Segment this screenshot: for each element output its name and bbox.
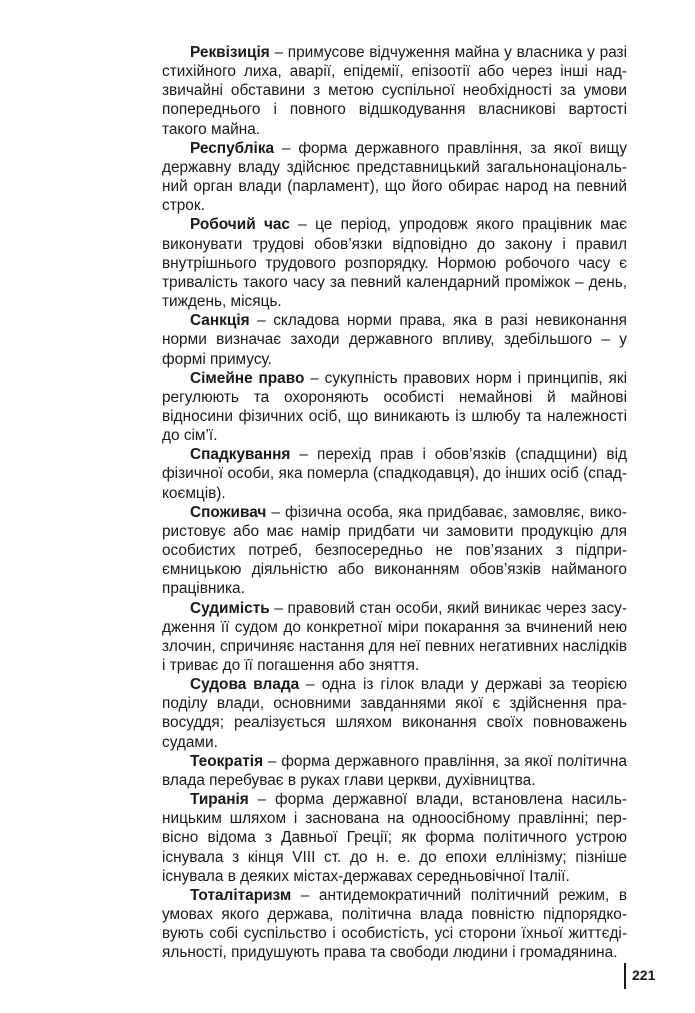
page-number: 221 — [632, 967, 656, 983]
glossary-entry — [162, 369, 627, 446]
glossary-entry — [162, 790, 627, 886]
entry-definition: – сукупність правових норм і принципів, які регулюють та охороняють особисті немайнові й майнові відносини фізичних осіб, що виникають із шлюбу та належності до сім’ї. — [162, 369, 627, 445]
glossary-entry — [162, 675, 627, 752]
entry-term: Робочий час — [190, 216, 290, 234]
glossary-entry — [162, 215, 627, 311]
entry-term: Тиранія — [190, 791, 249, 809]
entry-definition: – форма державного правління, за якої політична влада перебуває в руках глави церкви, духівництва. — [162, 752, 627, 789]
entry-definition: – одна із гілок влади у державі за теорією поділу влади, основними завданнями якої є здійснення правосуддя; реалізується шляхом виконання своїх повноважень судами. — [162, 676, 627, 751]
glossary-entry — [162, 886, 627, 963]
glossary-entry — [162, 139, 627, 216]
entry-definition: – правовий стан особи, який виникає через засудження її судом до конкретної міри покарання за вчинений нею злочин, спричиняє настання для неї певних негативних наслідків і триває до її погашення або зняття. — [162, 599, 627, 674]
glossary-entry — [162, 752, 627, 790]
glossary-entry — [162, 445, 627, 502]
entry-term: Сімейне право — [190, 369, 305, 387]
entry-definition: – антидемократичний політичний режим, в умовах якого держава, політична влада повністю підпорядковують собі суспільство і особистість, усі сторони їхньої життєдіяльності, придушують права та свободи людини і громадянина. — [162, 886, 627, 962]
entry-definition: – це період, упродовж якого працівник має виконувати трудові обов’язки відповідно до закону і правил внутрішнього трудового розпорядку. Нормою робочого часу є тривалість такого часу за певний календарний проміжок – день, тиждень, місяць. — [162, 216, 628, 311]
entry-term: Спадкування — [190, 446, 291, 464]
entry-term: Тоталітаризм — [190, 886, 292, 904]
glossary-entry — [162, 43, 627, 139]
entry-term: Санкція — [190, 312, 250, 330]
entry-definition: – примусове відчуження майна у власника у разі стихійного лиха, аварії, епідемії, епізоотії або через інші надзвичайні обставини з метою суспільної необхідності за умови попереднього і повного відшкодування власникові вартості такого майна. — [162, 44, 627, 138]
entry-definition: – фізична особа, яка придбаває, замовляє, використовує або має намір придбати чи замовити продукцію для особистих потреб, безпосередньо не пов’язаних з підприємницькою діяльністю або виконанням обов’язків найманого працівника. — [162, 503, 627, 598]
glossary-text — [162, 43, 627, 963]
page-number-divider — [624, 963, 626, 989]
entry-definition: – форма державного правління, за якої вищу державну владу здійснює представницький загальнонаціональний орган влади (парламент), що його обирає народ на певний строк. — [162, 139, 627, 215]
entry-definition: – складова норми права, яка в разі невиконання норми визначає заходи державного впливу, здебільшого – у формі примусу. — [162, 312, 627, 368]
entry-definition: – форма державної влади, встановлена насильницьким шляхом і заснована на одноосібному правлінні; первісно відома з Давньої Греції; як форма політичного устрою існувала з кінця VIII ст. до н. е. до епохи еллінізму; пізніше існувала в деяких містах-державах середньовічної Італії. — [162, 791, 627, 885]
entry-term: Теократія — [190, 752, 264, 770]
glossary-entry — [162, 311, 627, 368]
entry-term: Судова влада — [190, 676, 300, 694]
glossary-entry — [162, 599, 627, 676]
entry-term: Реквізиція — [190, 44, 270, 61]
entry-definition: – перехід прав і обов’язків (спадщини) від фізичної особи, яка померла (спадкодавця), до інших осіб (спадкоємців). — [162, 446, 627, 502]
entry-term: Споживач — [190, 503, 267, 521]
glossary-entry — [162, 503, 627, 599]
entry-term: Республіка — [190, 139, 275, 157]
entry-term: Судимість — [190, 599, 270, 617]
